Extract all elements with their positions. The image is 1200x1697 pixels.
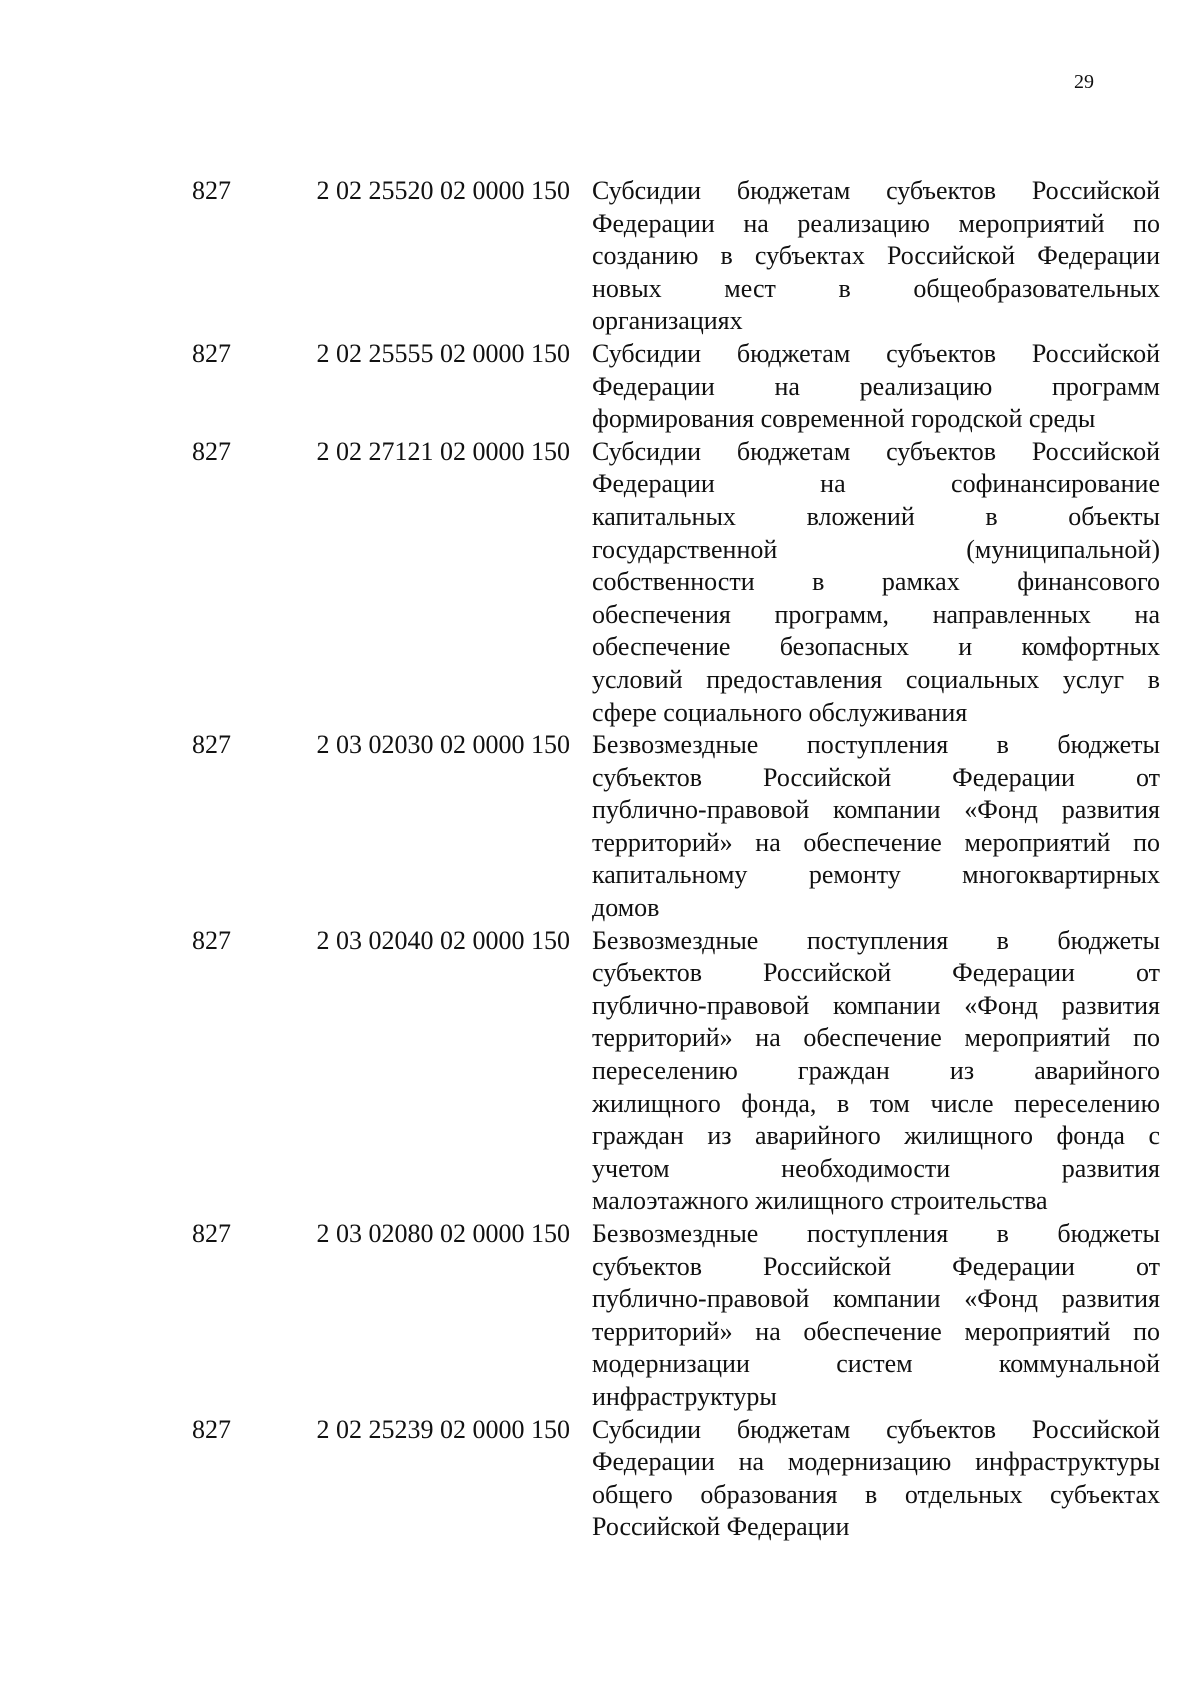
revenue-name-line: собственности в рамках финансового: [592, 567, 1160, 597]
revenue-name-line: граждан из аварийного жилищного фонда с: [592, 1121, 1160, 1151]
revenue-name-line: капитальных вложений в объекты: [592, 501, 1160, 531]
budget-classification-code: 2 03 02080 02 0000 150: [316, 1219, 570, 1248]
revenue-name: [592, 1218, 1160, 1414]
revenue-name-line: субъектов Российской Федерации от: [592, 1251, 1160, 1281]
revenue-name-line: новых мест в общеобразовательных: [592, 273, 1160, 303]
revenue-name-line: переселению граждан из аварийного: [592, 1056, 1160, 1086]
revenue-name: [592, 1414, 1160, 1544]
revenue-name-line: сфере социального обслуживания: [592, 697, 968, 727]
revenue-name-line: Субсидии бюджетам субъектов Российской: [592, 338, 1160, 368]
revenue-name: [592, 175, 1160, 338]
revenue-name-line: территорий» на обеспечение мероприятий по: [592, 1316, 1160, 1346]
table-row: [0, 925, 1200, 1218]
admin-code: 827: [192, 176, 231, 205]
admin-code: 827: [192, 338, 231, 368]
revenue-name-line: формирования современной городской среды: [592, 404, 1096, 434]
page-number: 29: [1074, 71, 1094, 93]
revenue-name-line: Субсидии бюджетам субъектов Российской: [592, 176, 1160, 205]
revenue-name-line: жилищного фонда, в том числе переселению: [592, 1088, 1160, 1118]
table-row: [0, 1414, 1200, 1544]
revenue-name-line: Безвозмездные поступления в бюджеты: [592, 925, 1160, 955]
admin-code: 827: [192, 1219, 231, 1248]
table-row: [0, 729, 1200, 925]
revenue-name-line: публично-правовой компании «Фонд развития: [592, 795, 1160, 825]
revenue-name-line: общего образования в отдельных субъектах: [592, 1479, 1160, 1509]
budget-classification-code: 2 02 25555 02 0000 150: [316, 338, 570, 368]
revenue-name-line: Безвозмездные поступления в бюджеты: [592, 730, 1160, 760]
budget-classification-code: 2 02 27121 02 0000 150: [316, 436, 570, 466]
revenue-name: [592, 436, 1160, 729]
revenue-name: [592, 338, 1160, 436]
revenue-name-line: домов: [592, 893, 660, 923]
revenue-name-line: обеспечение безопасных и комфортных: [592, 632, 1160, 662]
revenue-name: [592, 925, 1160, 1218]
revenue-name-line: Федерации на модернизацию инфраструктуры: [592, 1447, 1160, 1477]
revenue-name-line: Субсидии бюджетам субъектов Российской: [592, 1414, 1160, 1444]
revenue-name-line: публично-правовой компании «Фонд развития: [592, 1284, 1160, 1314]
admin-code: 827: [192, 925, 231, 955]
admin-code: 827: [192, 436, 231, 466]
budget-classification-code: 2 02 25520 02 0000 150: [316, 176, 570, 205]
revenue-name-line: субъектов Российской Федерации от: [592, 958, 1160, 988]
admin-code: 827: [192, 730, 231, 760]
revenue-name-line: Федерации на реализацию мероприятий по: [592, 208, 1160, 238]
revenue-name-line: инфраструктуры: [592, 1381, 777, 1411]
revenue-name-line: государственной (муниципальной): [592, 534, 1160, 564]
revenue-name-line: капитальному ремонту многоквартирных: [592, 860, 1160, 890]
revenue-name-line: территорий» на обеспечение мероприятий по: [592, 1023, 1160, 1053]
revenue-name-line: территорий» на обеспечение мероприятий по: [592, 827, 1160, 857]
revenue-name-line: малоэтажного жилищного строительства: [592, 1186, 1048, 1216]
budget-classification-code: 2 02 25239 02 0000 150: [316, 1414, 570, 1444]
table-row: [0, 338, 1200, 436]
revenue-name-line: условий предоставления социальных услуг в: [592, 664, 1160, 694]
budget-classification-code: 2 03 02040 02 0000 150: [316, 925, 570, 955]
table-row: [0, 175, 1200, 338]
revenue-name-line: субъектов Российской Федерации от: [592, 762, 1160, 792]
table-row: [0, 436, 1200, 729]
revenue-name-line: учетом необходимости развития: [592, 1153, 1160, 1183]
budget-classification-code: 2 03 02030 02 0000 150: [316, 730, 570, 760]
revenue-name-line: организациях: [592, 306, 743, 336]
revenue-name-line: Безвозмездные поступления в бюджеты: [592, 1219, 1160, 1248]
revenue-name-line: Российской Федерации: [592, 1512, 850, 1542]
revenue-name-line: Федерации на реализацию программ: [592, 371, 1160, 401]
revenue-name-line: Субсидии бюджетам субъектов Российской: [592, 436, 1160, 466]
revenue-name: [592, 729, 1160, 925]
admin-code: 827: [192, 1414, 231, 1444]
revenue-name-line: Федерации на софинансирование: [592, 469, 1160, 499]
table-row: [0, 1218, 1200, 1414]
revenue-code-table: [0, 175, 1200, 1544]
revenue-name-line: созданию в субъектах Российской Федерации: [592, 241, 1160, 271]
revenue-name-line: модернизации систем коммунальной: [592, 1349, 1160, 1379]
revenue-name-line: обеспечения программ, направленных на: [592, 599, 1160, 629]
revenue-name-line: публично-правовой компании «Фонд развития: [592, 990, 1160, 1020]
